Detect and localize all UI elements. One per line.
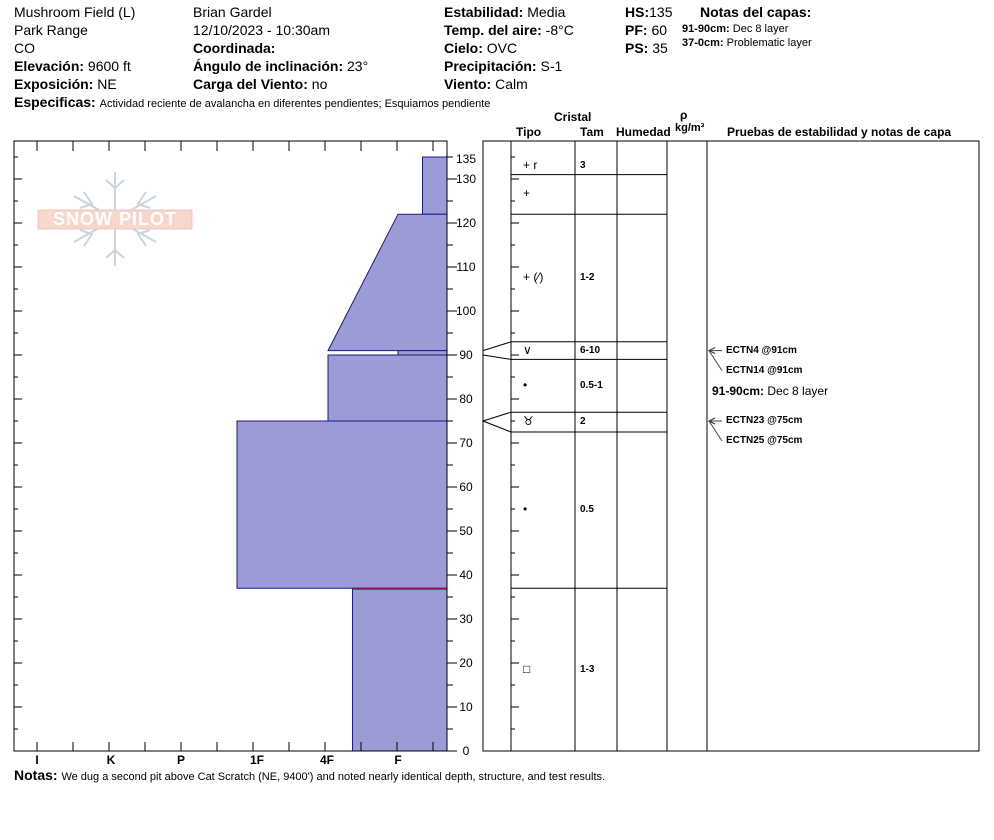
wind-load-value: no [311,76,328,92]
layer-type-5: ♉ [523,414,534,429]
crystal-header: Cristal [554,110,592,124]
hardness-label-F: F [394,753,402,767]
wind-load-label: Carga del Viento: [193,76,308,92]
y-tick-label: 80 [459,392,473,406]
y-tick-label: 130 [455,172,477,186]
ps-label: PS: [625,40,649,56]
layer-size-3: 6-10 [580,344,601,356]
sky-label: Cielo: [444,40,483,56]
observer: Brian Gardel [193,4,272,20]
top-axis-ticks [37,141,433,151]
size-header: Tam [580,125,604,139]
elevation-value: 9600 ft [87,58,131,74]
layer-type-3: ∨ [523,342,532,357]
elevation-label: Elevación: [14,58,85,74]
hardness-layer-4 [237,421,447,588]
specifics-value: Actividad reciente de avalancha en diferentes pendientes; Esquiamos pendiente [99,98,491,110]
layer-note-1-range: 91-90cm: [682,23,730,35]
rho-header: ρ [680,108,688,122]
connector [483,421,511,432]
y-tick-label: 0 [462,744,470,758]
state: CO [14,40,35,56]
connector [483,342,511,351]
hardness-layer-3 [328,355,447,421]
hs-label: HS: [625,4,650,20]
y-tick-label: 110 [456,260,476,274]
y-axis-labels [456,152,476,758]
pf-value: 60 [651,22,668,38]
y-tick-label: 135 [455,152,477,166]
air-temp-label: Temp. del aire: [444,22,542,38]
y-tick-label: 100 [455,304,477,318]
wind-value: Calm [495,76,528,92]
specifics-label: Especificas: [14,94,96,110]
tests-layer-note [712,384,828,398]
ps-value: 35 [652,40,668,56]
density-unit-header: kg/m³ [675,122,705,134]
hardness-layers [237,157,447,751]
layer-table-frame [483,141,979,751]
aspect-label: Exposición: [14,76,94,92]
hardness-axis-labels [35,753,401,767]
y-tick-label: 70 [459,436,473,450]
connector [483,355,511,359]
hardness-layer-1 [328,214,447,350]
aspect-value: NE [97,76,117,92]
wind-label: Viento: [444,76,492,92]
stability-value: Media [527,4,566,20]
sky-value: OVC [486,40,518,56]
layer-size-6: 0.5 [580,504,594,516]
layer-type-0: + r [523,157,538,172]
layer-note-2-text: Problematic layer [726,37,812,49]
hs-value: 135 [649,4,673,20]
layer-type-4: • [523,377,528,392]
layer-type-1: + [523,186,531,201]
slope-value: 23° [347,58,369,74]
y-tick-label: 30 [459,612,473,626]
table-depth-ticks [511,157,519,751]
slope-label: Ángulo de inclinación: [193,58,344,74]
layer-type-2: + (⁄) [523,270,544,284]
y-tick-label: 120 [455,216,477,230]
hardness-label-4F: 4F [319,753,335,767]
test-arrow-line [709,351,722,371]
y-tick-label: 40 [459,568,473,582]
range: Park Range [14,22,88,38]
test-arrow-line [709,421,722,441]
layer-size-4: 0.5-1 [580,379,603,391]
layer-type-6: • [523,502,528,517]
air-temp-value: -8°C [545,22,574,38]
precip-value: S-1 [540,58,563,74]
moisture-header: Humedad [616,125,671,139]
layer-size-0: 3 [580,159,586,171]
hardness-label-I: I [35,753,39,767]
hardness-layer-2 [398,351,447,355]
connector [483,412,511,421]
notes [14,766,605,786]
coord-label: Coordinada: [193,40,276,56]
snowpilot-logo [38,172,192,266]
hardness-layer-0 [423,157,448,214]
hardness-label-P: P [176,753,186,767]
layer-size-7: 1-3 [580,663,595,675]
test-result: ECTN23 @75cm [726,415,803,426]
layer-notes-label: Notas del capas: [700,4,812,20]
tests-header: Pruebas de estabilidad y notas de capa [727,125,952,139]
hardness-label-1F: 1F [249,753,265,767]
type-header: Tipo [516,125,542,139]
precip-label: Precipitación: [444,58,537,74]
layer-size-5: 2 [580,416,586,428]
y-tick-label: 90 [459,348,473,362]
y-tick-label: 50 [459,524,473,538]
hardness-layer-5 [353,588,448,751]
logo-text: SNOW PILOT [53,209,177,229]
y-tick-label: 20 [459,656,473,670]
notes-label: Notas: [14,767,58,783]
tests-layer-note-text: Dec 8 layer [767,384,829,398]
y-tick-label: 10 [459,700,473,714]
layer-note-1-text: Dec 8 layer [732,23,789,35]
notes-value: We dug a second pit above Cat Scratch (NE, 9400') and noted nearly identical depth, structure, and test results. [61,771,606,783]
test-result: ECTN25 @75cm [726,435,803,446]
layer-type-7: □ [523,661,531,676]
layer-size-2: 1-2 [580,272,595,283]
test-result: ECTN14 @91cm [726,364,803,376]
layer-note-2-range: 37-0cm: [682,37,724,49]
tests-layer-note-range: 91-90cm: [712,384,765,398]
stability-label: Estabilidad: [444,4,524,20]
y-tick-label: 60 [459,480,473,494]
pf-label: PF: [625,22,648,38]
test-result: ECTN4 @91cm [726,344,797,356]
location: Mushroom Field (L) [14,4,136,20]
hardness-label-K: K [106,753,116,767]
datetime: 12/10/2023 - 10:30am [193,22,330,38]
